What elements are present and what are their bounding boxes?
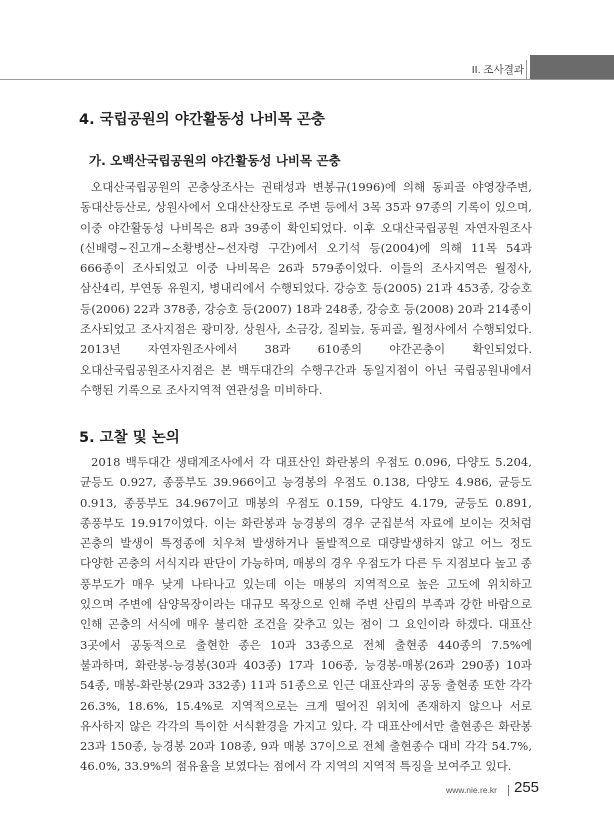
chapter-label: II. 조사결과 <box>471 64 524 76</box>
section-4-heading: 4. 국립공원의 야간활동성 나비목 곤충 <box>79 112 325 128</box>
header-divider <box>526 60 527 79</box>
header-rule <box>0 79 614 80</box>
section-5-paragraph: 2018 백두대간 생태계조사에서 각 대표산인 화란봉의 우점도 0.096, 다양도 5.204, 균등도 0.927, 종풍부도 39.966이고 능경봉의 우점도 0.138, 다양도 4.986, 균등도 0.913, 종풍부도 34.967이고 매봉의 우점도 0.159, 다양도 4.179, 균등도 0.891, 종풍부도 19.917이였다. 이는 화란봉과 능경봉의 경우 군집분석 자료에 보이는 것처럼 곤충의 발생이 특정종에 치우쳐 발생하거나 돌발적으로 대량발생하지 않고 어느 정도 다양한 곤충의 서식지라 판단이 가능하며, 매봉의 경우 우점도가 다른 두 지점보다 높고 종 풍부도가 매우 낮게 나타나고 있는데 이는 매봉의 지역적으로 높은 고도에 위치하고 있으며 주변에 삼양목장이라는 대규모 목장으로 인해 주변 산림의 부족과 강한 바람으로 인해 곤충의 서식에 매우 불리한 조건을 갖추고 있는 점이 그 요인이라 하겠다. 대표산 3곳에서 공동적으로 출현한 종은 10과 33종으로 전체 출현종 440종의 7.5%에 불과하며, 화란봉-능경봉(30과 403종) 17과 106종, 능경봉-매봉(26과 290종) 10과 54종, 매봉-화란봉(29과 332종) 11과 51종으로 인근 대표산과의 공동 출현종 또한 각각 26.3%, 18.6%, 15.4%로 지역적으로는 크게 떨어진 위치에 존재하지 않으나 서로 유사하지 않은 각각의 특이한 서식환경을 가지고 있다. 각 대표산에서만 출현종은 화란봉 23과 150종, 능경봉 20과 108종, 9과 매봉 37이으로 전체 출현종수 대비 각각 54.7%, 46.0%, 33.9%의 점유율을 보였다는 점에서 각 지역의 지역적 특징을 보여주고 있다. <box>80 455 532 774</box>
section-5-heading: 5. 고찰 및 논의 <box>79 430 180 446</box>
footer-separator <box>508 785 509 796</box>
top-margin <box>0 0 614 50</box>
chapter-tab <box>530 55 614 80</box>
footer-url: www.nie.re.kr <box>446 785 498 795</box>
subsection-heading: 가. 오백산국립공원의 야간활동성 나비목 곤충 <box>89 153 341 168</box>
section-4-paragraph: 오대산국립공원의 곤충상조사는 권태성과 변봉규(1996)에 의해 동피골 야영장주변, 동대산등산로, 상원사에서 오대산산장도로 주변 등에서 3목 35과 97종의 기록이 있으며, 이중 야간활동성 나비목은 8과 39종이 확인되었다. 이후 오대산국립공원 자연자원조사(신배령~진고개~소황병산~선자령 구간)에서 오기석 등(2004)에 의해 11목 54과 666종이 조사되었고 이중 나비목은 26과 579종이었다. 이들의 조사지역은 월정사, 삼산4리, 부연동 유원지, 병내리에서 수행되었다. 강승호 등(2005) 21과 453종, 강승호 등(2006) 22과 378종, 강승호 등(2007) 18과 248종, 강승호 등(2008) 20과 214종이 조사되었고 조사지점은 광미장, 상원사, 소금강, 질뫼늪, 동피골, 월정사에서 수행되었다. 2013년 자연자원조사에서 38과 610종의 야간곤충이 확인되었다. 오대산국립공원조사지점은 본 백두대간의 수행구간과 동일지점이 아닌 국립공원내에서 수행된 기록으로 조사지역적 연관성을 미비하다. <box>80 180 532 397</box>
page-number: 255 <box>514 779 540 796</box>
